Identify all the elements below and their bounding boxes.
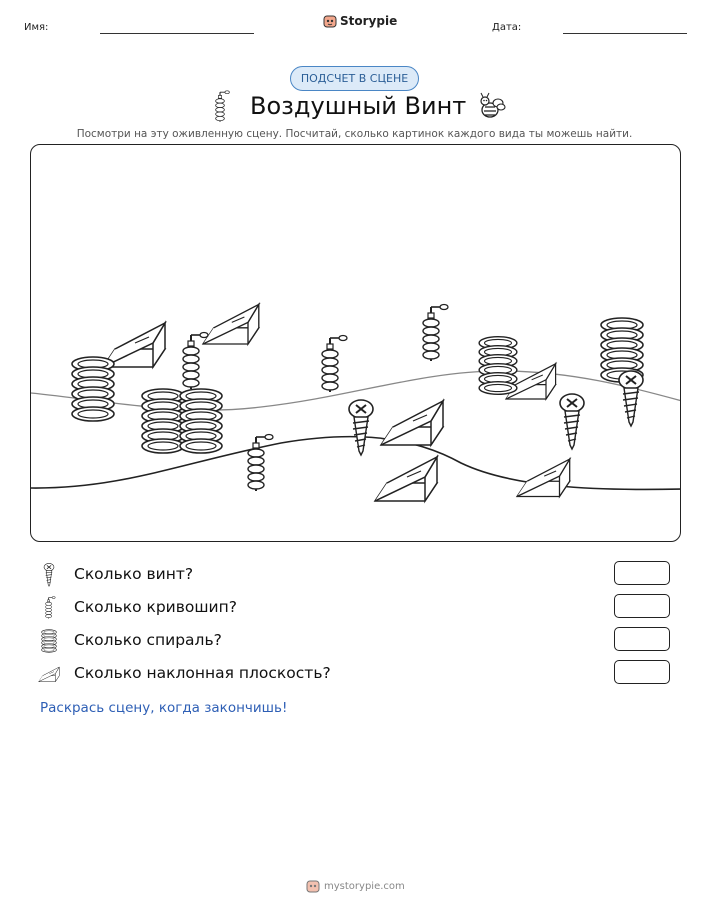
name-field[interactable] bbox=[100, 33, 254, 34]
footer bbox=[306, 879, 405, 893]
ramp-icon bbox=[381, 401, 443, 445]
question-row bbox=[38, 627, 678, 655]
question-row bbox=[38, 660, 678, 688]
ramp-icon bbox=[375, 457, 437, 501]
answer-box-spring[interactable] bbox=[614, 627, 670, 651]
crank-icon bbox=[423, 305, 448, 362]
screw-icon bbox=[38, 563, 60, 587]
crank-icon bbox=[248, 435, 273, 492]
scene-drawing bbox=[31, 145, 681, 542]
answer-box-crank[interactable] bbox=[614, 594, 670, 618]
brand-name: Storypie bbox=[340, 14, 398, 28]
bee-icon bbox=[474, 92, 506, 122]
spring-icon bbox=[38, 629, 60, 653]
ramp-icon bbox=[203, 304, 259, 344]
question-row bbox=[38, 594, 678, 622]
question-text: Сколько кривошип? bbox=[74, 598, 237, 616]
spring-icon bbox=[180, 389, 222, 453]
footer-url[interactable]: mystorypie.com bbox=[324, 880, 405, 892]
name-label: Имя: bbox=[24, 22, 49, 33]
title-row bbox=[0, 90, 709, 126]
screw-icon bbox=[560, 394, 584, 449]
spring-icon bbox=[142, 389, 184, 453]
crank-icon bbox=[38, 596, 60, 620]
answer-box-screw[interactable] bbox=[614, 561, 670, 585]
ramp-icon bbox=[38, 662, 60, 686]
spring-icon bbox=[479, 337, 517, 395]
ramp-icon bbox=[517, 459, 570, 496]
spring-icon bbox=[72, 357, 114, 421]
answer-box-ramp[interactable] bbox=[614, 660, 670, 684]
question-row bbox=[38, 561, 678, 589]
coloring-note: Раскрась сцену, когда закончишь! bbox=[40, 700, 288, 716]
storypie-logo-icon bbox=[306, 879, 320, 893]
question-text: Сколько наклонная плоскость? bbox=[74, 664, 331, 682]
storypie-logo-icon bbox=[323, 14, 337, 28]
date-label: Дата: bbox=[492, 22, 522, 33]
question-text: Сколько винт? bbox=[74, 565, 194, 583]
brand-logo bbox=[323, 14, 397, 28]
crank-icon bbox=[210, 90, 230, 124]
crank-icon bbox=[322, 336, 347, 393]
page-title: Воздушный Винт bbox=[250, 92, 467, 120]
date-field[interactable] bbox=[563, 33, 687, 34]
screw-icon bbox=[619, 371, 643, 426]
screw-icon bbox=[349, 400, 373, 455]
category-badge: ПОДСЧЕТ В СЦЕНЕ bbox=[290, 66, 419, 91]
question-text: Сколько спираль? bbox=[74, 631, 222, 649]
instructions: Посмотри на эту оживленную сцену. Посчитай, сколько картинок каждого вида ты можешь найти. bbox=[76, 128, 633, 140]
counting-scene bbox=[30, 144, 681, 542]
foreground-hill-line bbox=[31, 437, 681, 490]
